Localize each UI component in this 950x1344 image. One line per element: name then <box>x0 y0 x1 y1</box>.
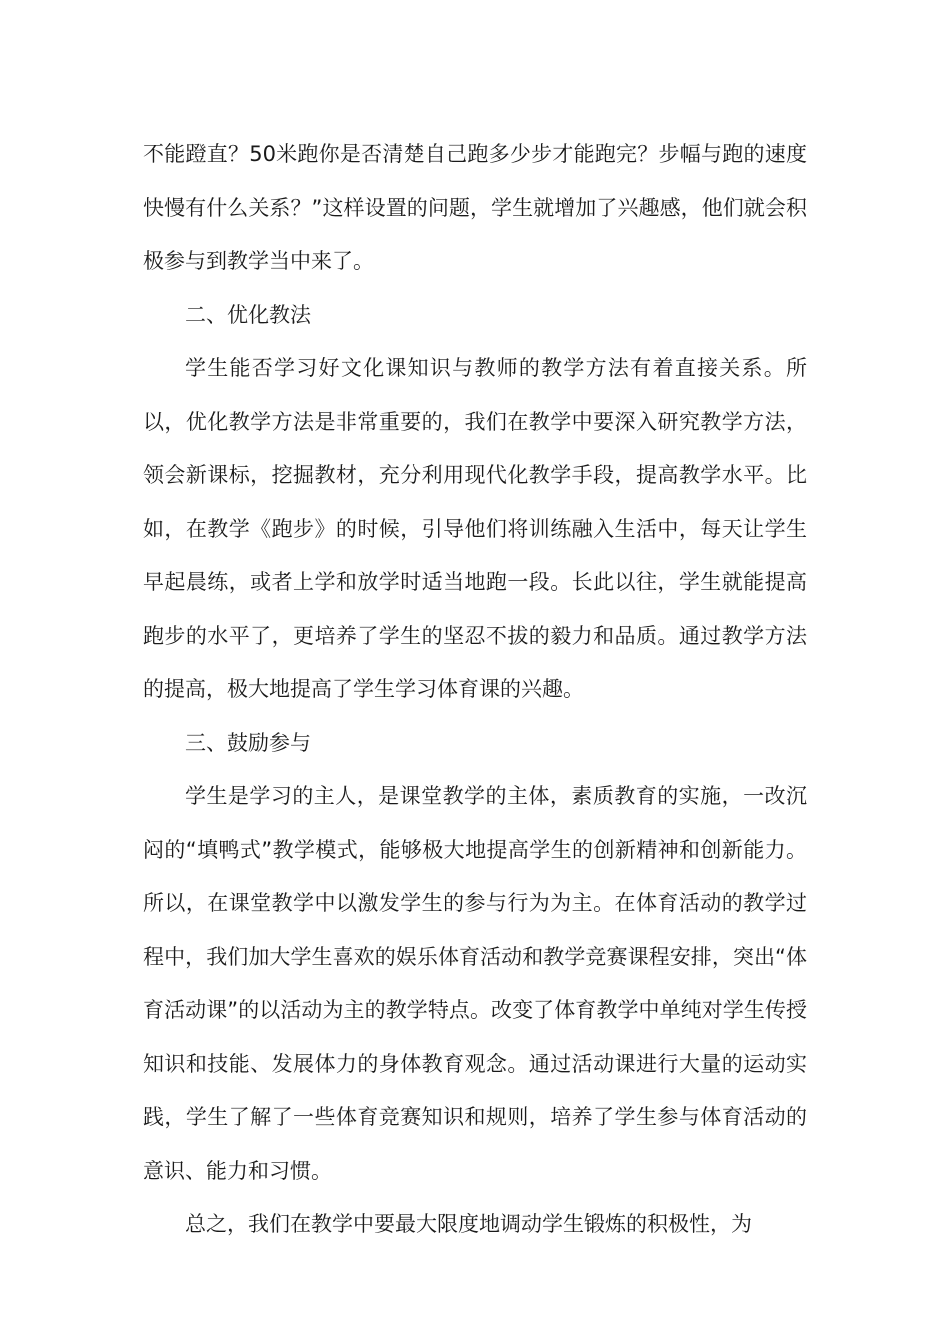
paragraph-participation: 学生是学习的主人，是课堂教学的主体，素质教育的实施，一改沉闷的“填鸭式”教学模式，能够极大地提高学生的创新精神和创新能力。所以，在课堂教学中以激发学生的参与行为为主。在体育活动的教学过程中，我们加大学生喜欢的娱乐体育活动和教学竞赛课程安排，突出“体育活动课”的以活动为主的教学特点。改变了体育教学中单纯对学生传授知识和技能、发展体力的身体教育观念。通过活动课进行大量的运动实践，学生了解了一些体育竞赛知识和规则，培养了学生参与体育活动的意识、能力和习惯。 <box>143 784 807 1183</box>
section-heading-optimize-methods: 二、优化教法 <box>185 302 311 327</box>
paragraph-conclusion: 总之，我们在教学中要最大限度地调动学生锻炼的积极性，为 <box>185 1212 752 1236</box>
continued-paragraph: 不能蹬直？50米跑你是否清楚自己跑多少步才能跑完？步幅与跑的速度快慢有什么关系？”这样设置的问题，学生就增加了兴趣感，他们就会积极参与到教学当中来了。 <box>143 142 807 273</box>
document-body <box>143 128 807 1252</box>
section-heading-encourage-participation: 三、鼓励参与 <box>185 730 311 755</box>
paragraph-teaching-methods: 学生能否学习好文化课知识与教师的教学方法有着直接关系。所以，优化教学方法是非常重要的，我们在教学中要深入研究教学方法，领会新课标，挖掘教材，充分利用现代化教学手段，提高教学水平。比如，在教学《跑步》的时候，引导他们将训练融入生活中，每天让学生早起晨练，或者上学和放学时适当地跑一段。长此以往，学生就能提高跑步的水平了，更培养了学生的坚忍不拔的毅力和品质。通过教学方法的提高，极大地提高了学生学习体育课的兴趣。 <box>143 356 807 701</box>
